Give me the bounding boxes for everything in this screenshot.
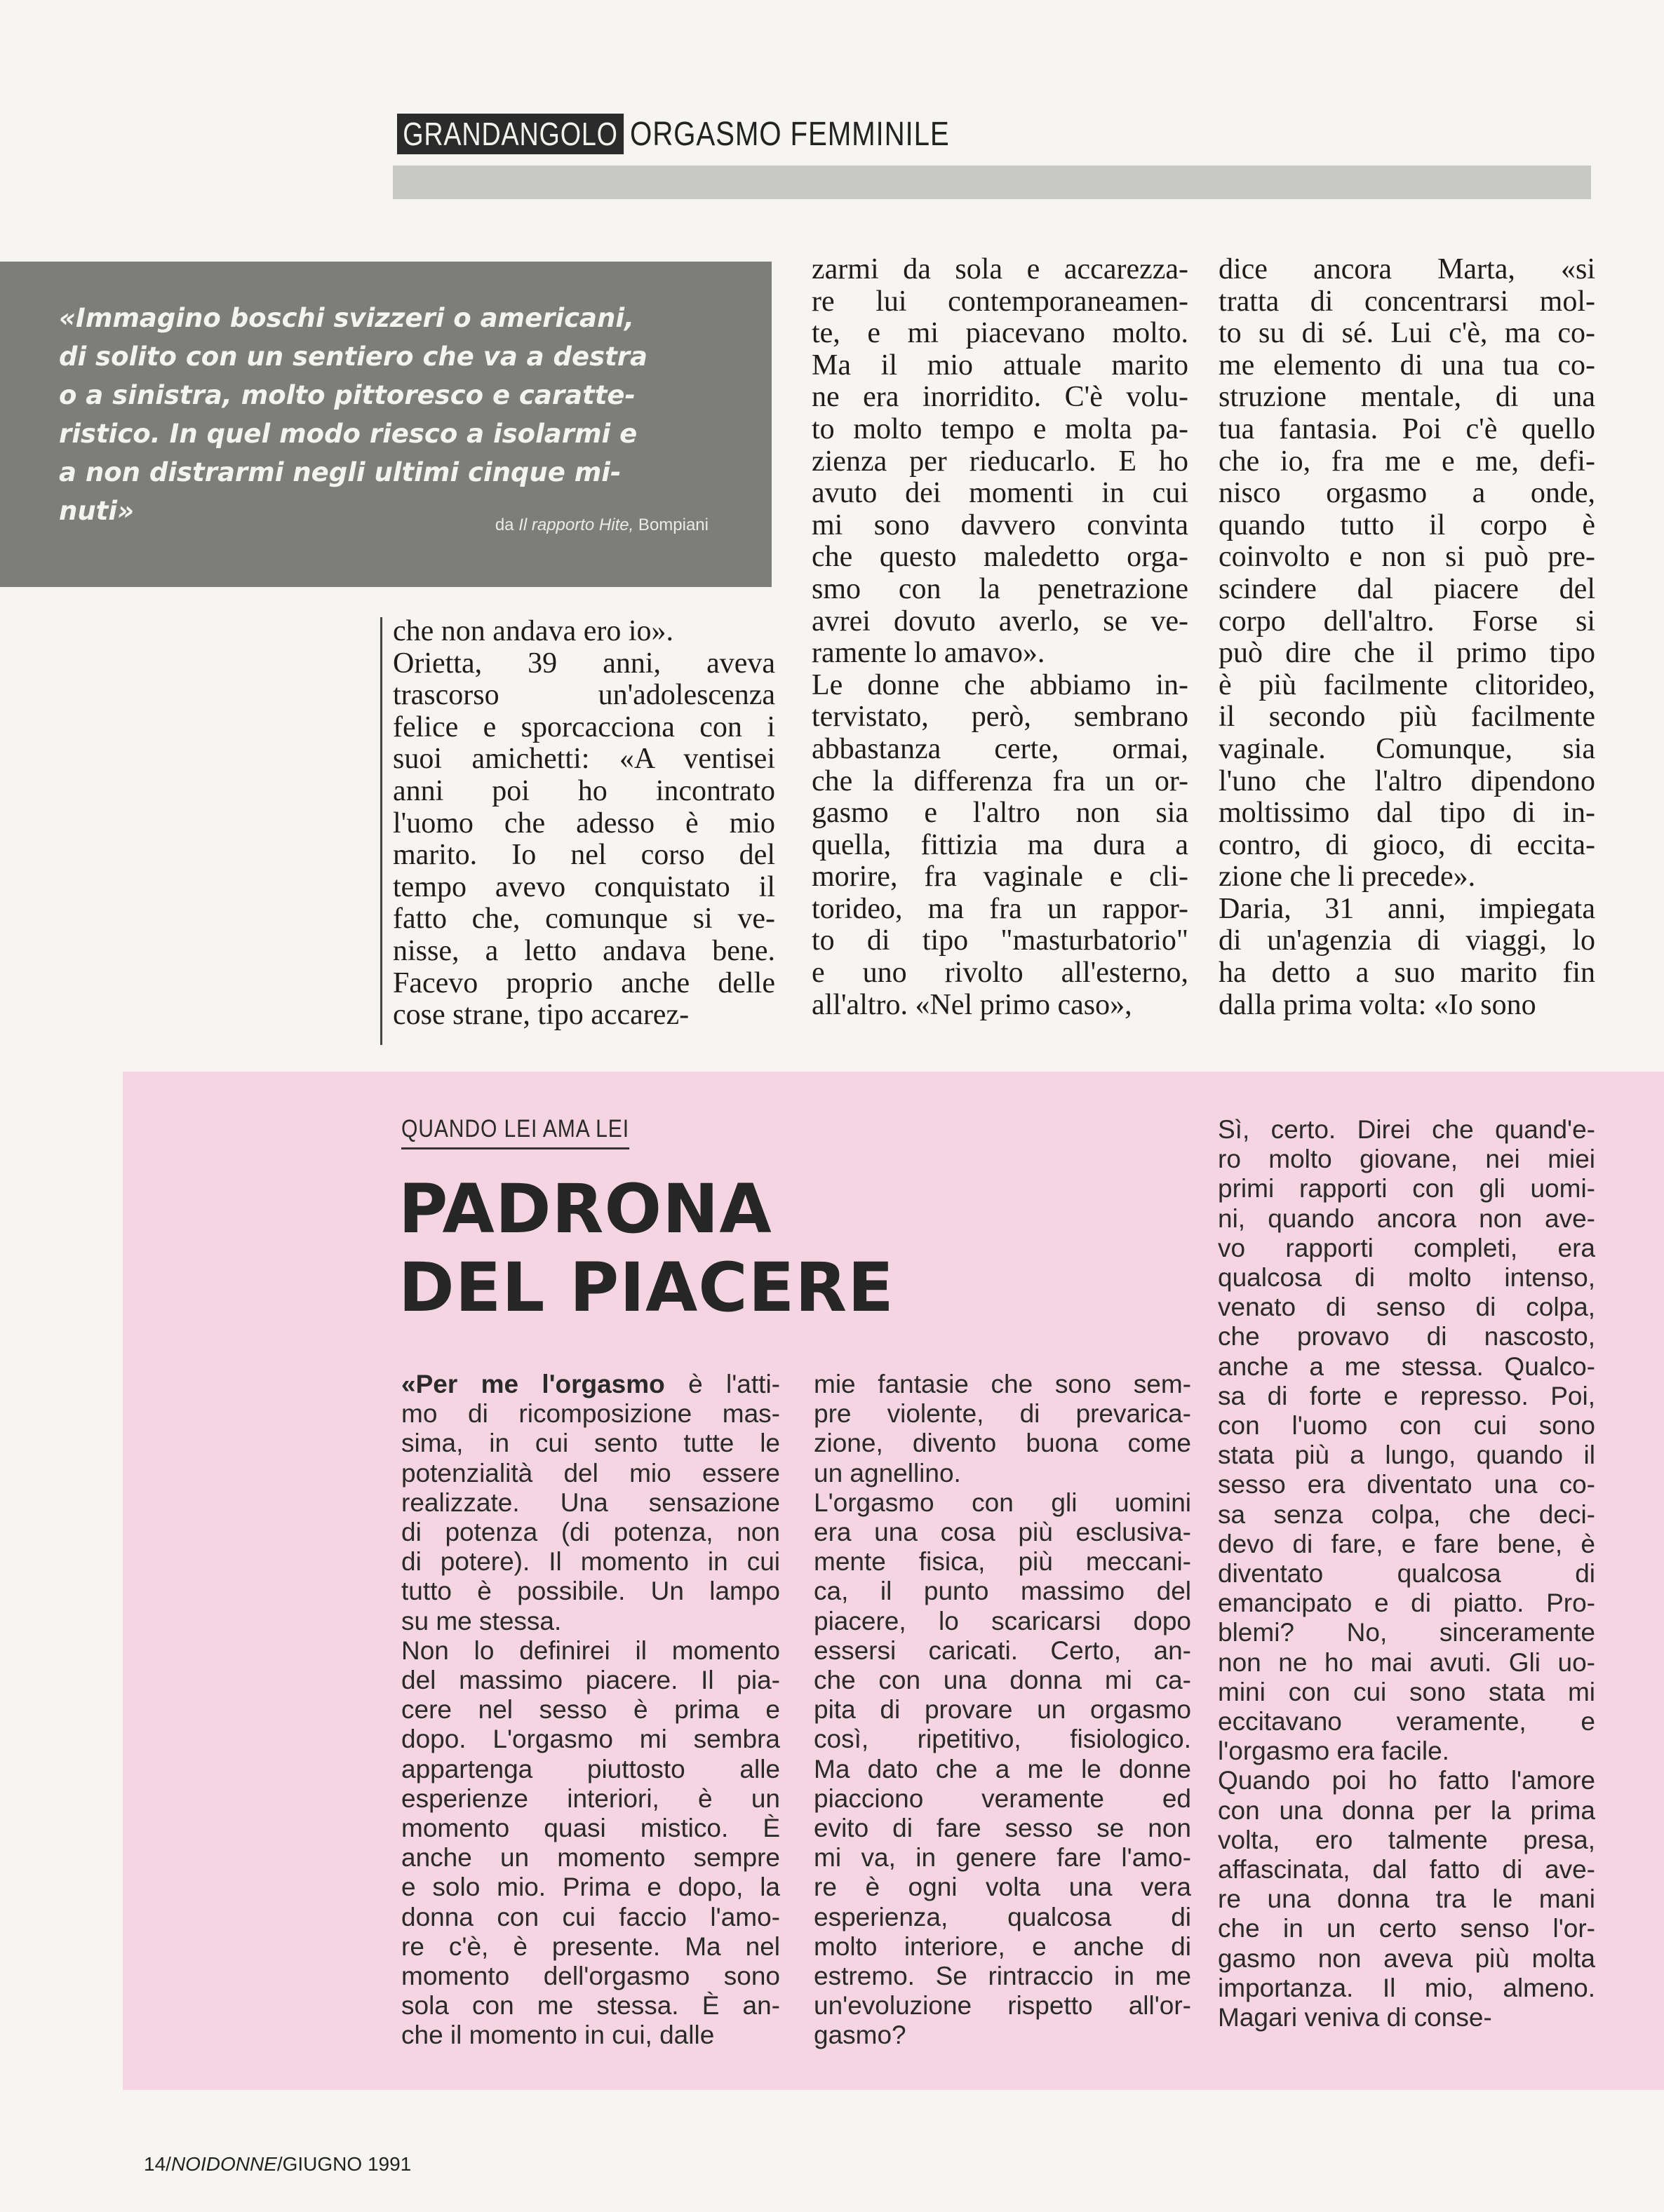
section-header <box>397 112 1010 156</box>
text-line: struzione mentale, di una <box>1219 381 1595 414</box>
text-line: del massimo piacere. Il pia- <box>401 1666 780 1695</box>
text-line: sola con me stessa. È an- <box>401 1991 780 2021</box>
text-line: ni, quando ancora non ave- <box>1218 1203 1595 1233</box>
box-column-3 <box>1218 1115 1595 2032</box>
text-line: fatto che, comunque si ve- <box>393 903 775 936</box>
text-line: all'altro. «Nel primo caso», <box>812 988 1132 1021</box>
section-label: GRANDANGOLO <box>397 114 624 154</box>
text-line: momento quasi mistico. È <box>401 1814 780 1843</box>
text-line: gasmo? <box>814 2021 906 2050</box>
quote-line: a non distrarmi negli ultimi cinque mi- <box>59 457 622 487</box>
header-title: ORGASMO FEMMINILE <box>629 115 950 153</box>
text-line: sa senza colpa, che deci- <box>1218 1499 1595 1529</box>
text-line: Facevo proprio anche delle <box>393 966 775 999</box>
box-column-1-body <box>401 1399 780 2050</box>
text-line: non ne ho mai avuti. Gli uo- <box>1218 1647 1595 1677</box>
box-lead-bold: «Per me l'orgasmo <box>401 1370 665 1398</box>
magazine-name: NOIDONNE <box>170 2153 277 2175</box>
text-line: tempo avevo conquistato il <box>393 870 775 903</box>
text-line: re è ogni volta una vera <box>814 1873 1191 1902</box>
text-line: nisse, a letto andava bene. <box>393 934 775 967</box>
text-line: e solo mio. Prima e dopo, la <box>401 1873 780 1902</box>
text-line: corpo dell'altro. Forse si <box>1219 605 1595 638</box>
text-line: suoi amichetti: «A ventisei <box>393 743 775 776</box>
text-line: re lui contemporaneamen- <box>812 285 1188 318</box>
text-line: nisco orgasmo a onde, <box>1219 477 1595 510</box>
text-line: tratta di concentrarsi mol- <box>1219 285 1595 318</box>
text-line: tutto è possibile. Un lampo <box>401 1577 780 1606</box>
quote-line: «Immagino boschi svizzeri o americani, <box>59 303 635 333</box>
box-lead-rest: è l'atti- <box>664 1370 780 1398</box>
text-line: pita di provare un orgasmo <box>814 1695 1191 1725</box>
text-line: mi va, in genere fare l'amo- <box>814 1843 1191 1873</box>
box-title-line: DEL PIACERE <box>398 1248 894 1327</box>
quote-line: di solito con un sentiero che va a destra <box>59 342 648 372</box>
text-line: gasmo e l'altro non sia <box>812 797 1188 830</box>
text-line: Sì, certo. Direi che quand'e- <box>1218 1115 1595 1144</box>
text-line: smo con la penetrazione <box>812 572 1188 605</box>
box-column-2 <box>814 1370 1191 2051</box>
column-rule <box>380 617 382 1045</box>
text-line: ne era inorridito. C'è volu- <box>812 381 1188 414</box>
text-line: sesso era diventato una co- <box>1218 1470 1595 1499</box>
text-line: l'uomo che adesso è mio <box>393 807 775 839</box>
text-line: un agnellino. <box>814 1458 961 1488</box>
text-line: zarmi da sola e accarezza- <box>812 253 1188 285</box>
text-line: che io, fra me e me, defi- <box>1219 445 1595 478</box>
text-line: primi rapporti con gli uomi- <box>1218 1174 1595 1203</box>
text-line: devo di fare, e fare bene, è <box>1218 1529 1595 1558</box>
text-line: abbastanza certe, ormai, <box>812 732 1188 765</box>
page-number: 14/ <box>144 2153 171 2175</box>
issue-date: /GIUGNO 1991 <box>276 2153 412 2175</box>
text-line: mini con cui sono stata mi <box>1218 1677 1595 1706</box>
text-line: ca, il punto massimo del <box>814 1577 1191 1606</box>
text-line: di potere). Il momento in cui <box>401 1547 780 1577</box>
text-line: vo rapporti completi, era <box>1218 1233 1595 1262</box>
text-line: di un'agenzia di viaggi, lo <box>1219 924 1595 957</box>
text-line: avuto dei momenti in cui <box>812 477 1188 510</box>
text-line: qualcosa di molto intenso, <box>1218 1263 1595 1293</box>
text-line: realizzate. Una sensazione <box>401 1488 780 1517</box>
text-line: te, e mi piacevano molto. <box>812 317 1188 350</box>
text-line: to su di sé. Lui c'è, ma co- <box>1219 317 1595 350</box>
text-line: anni poi ho incontrato <box>393 774 775 807</box>
text-line: zienza per rieducarlo. E ho <box>812 445 1188 478</box>
text-line: piacere, lo scaricarsi dopo <box>814 1606 1191 1636</box>
text-line: che non andava ero io». <box>393 615 674 647</box>
text-line: volta, ero talmente presa, <box>1218 1825 1595 1854</box>
text-line: to di tipo "masturbatorio" <box>812 924 1188 957</box>
text-line: L'orgasmo con gli uomini <box>814 1488 1191 1517</box>
pull-quote <box>59 299 711 530</box>
text-line: marito. Io nel corso del <box>393 839 775 872</box>
text-line: anche un momento sempre <box>401 1843 780 1873</box>
text-line: blemi? No, sinceramente <box>1218 1618 1595 1647</box>
text-line: l'uno che l'altro dipendono <box>1219 764 1595 797</box>
text-line: Magari veniva di conse- <box>1218 2003 1492 2032</box>
article-column-3 <box>1219 254 1595 1021</box>
text-line: anche a me stessa. Qualco- <box>1218 1351 1595 1381</box>
box-title <box>398 1170 894 1327</box>
text-line: con una donna per la prima <box>1218 1795 1595 1825</box>
text-line: di potenza (di potenza, non <box>401 1518 780 1547</box>
text-line: torideo, ma fra un rappor- <box>812 892 1188 925</box>
text-line: e uno rivolto all'esterno, <box>812 957 1188 990</box>
quote-source <box>421 515 709 535</box>
text-line: Non lo definirei il momento <box>401 1636 780 1665</box>
text-line: può dire che il primo tipo <box>1219 637 1595 670</box>
text-line: avrei dovuto averlo, se ve- <box>812 605 1188 638</box>
text-line: contro, di gioco, di eccita- <box>1219 828 1595 861</box>
text-line: ro molto giovane, nei miei <box>1218 1145 1595 1174</box>
text-line: stata più a lungo, quando il <box>1218 1441 1595 1470</box>
text-line: trascorso un'adolescenza <box>393 679 775 712</box>
text-line: che provavo di nascosto, <box>1218 1322 1595 1351</box>
text-line: dopo. L'orgasmo mi sembra <box>401 1725 780 1754</box>
text-line: venato di senso di colpa, <box>1218 1293 1595 1322</box>
text-line: re c'è, è presente. Ma nel <box>401 1931 780 1961</box>
text-line: zione, divento buona come <box>814 1429 1191 1458</box>
text-line: coinvolto e non si può pre- <box>1219 541 1595 574</box>
text-line: to molto tempo e molta pa- <box>812 412 1188 445</box>
text-line: con l'uomo con cui sono <box>1218 1411 1595 1441</box>
text-line: mo di ricomposizione mas- <box>401 1399 780 1429</box>
text-line: che questo maledetto orga- <box>812 541 1188 574</box>
text-line: che con una donna mi ca- <box>814 1666 1191 1695</box>
text-line: Daria, 31 anni, impiegata <box>1219 892 1595 925</box>
text-line: che il momento in cui, dalle <box>401 2021 715 2050</box>
text-line: Orietta, 39 anni, aveva <box>393 647 775 680</box>
text-line: il secondo più facilmente <box>1219 701 1595 734</box>
text-line: estremo. Se rintraccio in me <box>814 1962 1191 1991</box>
text-line: molto interiore, e anche di <box>814 1931 1191 1961</box>
header-bar <box>393 166 1591 199</box>
text-line: zione che li precede». <box>1219 861 1476 893</box>
text-line: scindere dal piacere del <box>1219 572 1595 605</box>
text-line: piacciono veramente ed <box>814 1783 1191 1813</box>
text-line: quella, fittizia ma dura a <box>812 828 1188 861</box>
text-line: mente fisica, più meccani- <box>814 1547 1191 1577</box>
box-title-line: PADRONA <box>398 1170 772 1248</box>
quote-source-publisher: Bompiani <box>633 515 709 534</box>
box-kicker: QUANDO LEI AMA LEI <box>401 1115 629 1149</box>
box-column-1 <box>401 1370 780 2051</box>
article-column-1 <box>393 616 775 1032</box>
text-line: donna con cui faccio l'amo- <box>401 1902 780 1931</box>
text-line: gasmo non aveva più molta <box>1218 1943 1595 1973</box>
quote-source-title: Il rapporto Hite, <box>518 515 634 534</box>
text-line: affascinata, dal fatto di ave- <box>1218 1855 1595 1884</box>
text-line: Le donne che abbiamo in- <box>812 668 1188 701</box>
text-line: evito di fare sesso se non <box>814 1814 1191 1843</box>
text-line: che la differenza fra un or- <box>812 764 1188 797</box>
text-line: tua fantasia. Poi c'è quello <box>1219 412 1595 445</box>
text-line: diventato qualcosa di <box>1218 1559 1595 1589</box>
text-line: era una cosa più esclusiva- <box>814 1518 1191 1547</box>
quote-line: ristico. In quel modo riesco a isolarmi e <box>59 419 638 449</box>
text-line: che in un certo senso l'or- <box>1218 1914 1595 1943</box>
text-line: pre violente, di prevarica- <box>814 1399 1191 1429</box>
text-line: dice ancora Marta, «si <box>1219 253 1595 285</box>
text-line: essersi caricati. Certo, an- <box>814 1636 1191 1665</box>
text-line: mie fantasie che sono sem- <box>814 1370 1191 1398</box>
text-line: quando tutto il corpo è <box>1219 508 1595 541</box>
text-line: l'orgasmo era facile. <box>1218 1736 1449 1766</box>
text-line: sima, in cui sento tutte le <box>401 1429 780 1458</box>
box-lead-line <box>401 1370 780 1399</box>
text-line: è più facilmente clitorideo, <box>1219 668 1595 701</box>
quote-line: nuti» <box>59 496 135 526</box>
text-line: me elemento di una tua co- <box>1219 349 1595 382</box>
page-footer <box>144 2153 411 2176</box>
text-line: ramente lo amavo». <box>812 637 1045 670</box>
text-line: re una donna tra le mani <box>1218 1884 1595 1914</box>
text-line: tervistato, però, sembrano <box>812 701 1188 734</box>
text-line: così, ripetitivo, fisiologico. <box>814 1725 1191 1754</box>
quote-source-prefix: da <box>495 515 519 534</box>
text-line: moltissimo dal tipo di in- <box>1219 797 1595 830</box>
text-line: Ma il mio attuale marito <box>812 349 1188 382</box>
text-line: Ma dato che a me le donne <box>814 1754 1191 1783</box>
text-line: momento dell'orgasmo sono <box>401 1962 780 1991</box>
article-column-2 <box>812 254 1188 1021</box>
text-line: esperienza, qualcosa di <box>814 1902 1191 1931</box>
text-line: vaginale. Comunque, sia <box>1219 732 1595 765</box>
text-line: esperienze interiori, è un <box>401 1783 780 1813</box>
text-line: eccitavano veramente, e <box>1218 1707 1595 1736</box>
quote-line: o a sinistra, molto pittoresco e caratte- <box>59 380 636 410</box>
text-line: potenzialità del mio essere <box>401 1458 780 1488</box>
text-line: dalla prima volta: «Io sono <box>1219 988 1536 1021</box>
text-line: mi sono davvero convinta <box>812 508 1188 541</box>
text-line: felice e sporcacciona con i <box>393 710 775 743</box>
text-line: cose strane, tipo accarez- <box>393 999 690 1032</box>
text-line: importanza. Il mio, almeno. <box>1218 1973 1595 2002</box>
text-line: ha detto a suo marito fin <box>1219 957 1595 990</box>
text-line: morire, fra vaginale e cli- <box>812 861 1188 893</box>
text-line: su me stessa. <box>401 1606 562 1636</box>
text-line: emancipato e di piatto. Pro- <box>1218 1589 1595 1618</box>
text-line: un'evoluzione rispetto all'or- <box>814 1991 1191 2021</box>
text-line: sa di forte e represso. Poi, <box>1218 1381 1595 1410</box>
text-line: appartenga piuttosto alle <box>401 1754 780 1783</box>
text-line: cere nel sesso è prima e <box>401 1695 780 1725</box>
text-line: Quando poi ho fatto l'amore <box>1218 1766 1595 1795</box>
